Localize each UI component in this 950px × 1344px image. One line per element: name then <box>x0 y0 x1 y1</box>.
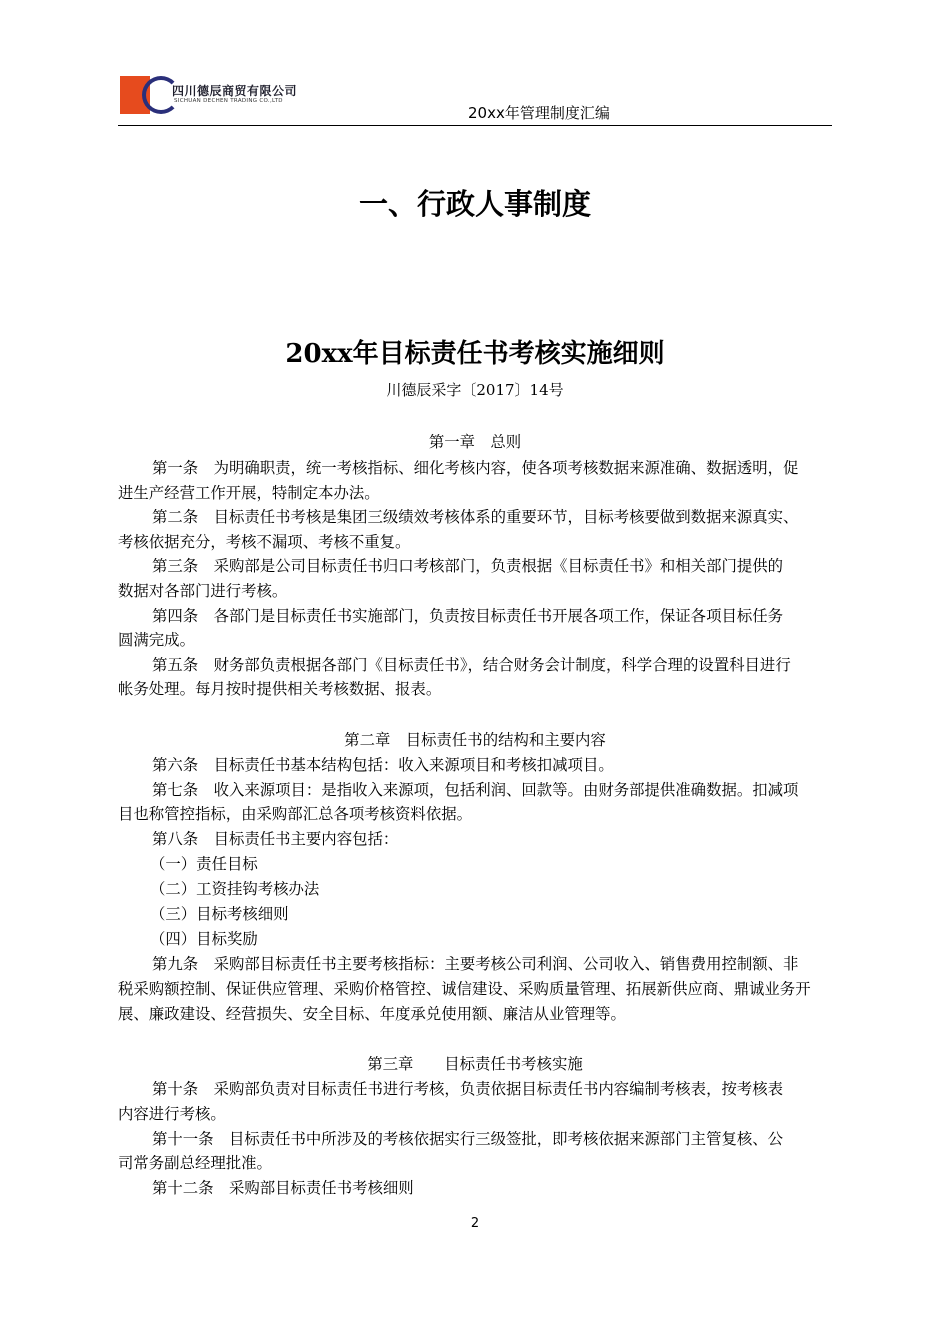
paragraph-line: 第一条 为明确职责，统一考核指标、细化考核内容，使各项考核数据来源准确、数据透明，促 <box>152 459 799 477</box>
paragraph-line: 第十一条 目标责任书中所涉及的考核依据实行三级签批，即考核依据来源部门主管复核、公 <box>152 1130 784 1148</box>
document-number: 川德辰采字〔2017〕14号 <box>386 381 564 399</box>
list-item: （三）目标考核细则 <box>150 905 289 923</box>
paragraph-line: 圆满完成。 <box>118 631 195 649</box>
paragraph-line: 第六条 目标责任书基本结构包括：收入来源项目和考核扣减项目。 <box>152 756 614 774</box>
paragraph-line: 进生产经营工作开展，特制定本办法。 <box>118 484 380 502</box>
paragraph-line: 展、廉政建设、经营损失、安全目标、年度承兑使用额、廉洁从业管理等。 <box>118 1005 626 1023</box>
logo-company-name-en: SICHUAN DECHEN TRADING CO.,LTD <box>174 98 283 104</box>
section-title: 一、行政人事制度 <box>358 187 591 221</box>
paragraph-line: 第十二条 采购部目标责任书考核细则 <box>152 1179 414 1197</box>
paragraph-line: 数据对各部门进行考核。 <box>118 582 288 600</box>
paragraph-line: 第三条 采购部是公司目标责任书归口考核部门，负责根据《目标责任书》和相关部门提供的 <box>152 557 784 575</box>
document-title: 20xx年目标责任书考核实施细则 <box>285 339 665 369</box>
paragraph-line: 第二条 目标责任书考核是集团三级绩效考核体系的重要环节，目标考核要做到数据来源真实、 <box>152 508 799 526</box>
paragraph-line: 目也称管控指标，由采购部汇总各项考核资料依据。 <box>118 805 472 823</box>
chapter-heading: 第三章 目标责任书考核实施 <box>367 1055 583 1073</box>
paragraph-line: 第四条 各部门是目标责任书实施部门，负责按目标责任书开展各项工作，保证各项目标任务 <box>152 607 784 625</box>
paragraph-line: 税采购额控制、保证供应管理、采购价格管控、诚信建设、采购质量管理、拓展新供应商、鼎诚业务开 <box>118 980 811 998</box>
logo-company-name: 四川德辰商贸有限公司 <box>172 84 298 98</box>
paragraph-line: 考核依据充分，考核不漏项、考核不重复。 <box>118 533 411 551</box>
paragraph-line: 第九条 采购部目标责任书主要考核指标：主要考核公司利润、公司收入、销售费用控制额、非 <box>152 955 799 973</box>
chapter-heading: 第二章 目标责任书的结构和主要内容 <box>344 731 606 749</box>
header-divider <box>118 125 832 126</box>
page-number: 2 <box>470 1216 480 1231</box>
chapter-heading: 第一章 总则 <box>428 433 522 451</box>
paragraph-line: 内容进行考核。 <box>118 1105 226 1123</box>
paragraph-line: 司常务副总经理批准。 <box>118 1154 272 1172</box>
paragraph-line: 第五条 财务部负责根据各部门《目标责任书》，结合财务会计制度，科学合理的设置科目进行 <box>152 656 791 674</box>
paragraph-line: 第十条 采购部负责对目标责任书进行考核，负责依据目标责任书内容编制考核表，按考核表 <box>152 1080 784 1098</box>
paragraph-line: 第八条 目标责任书主要内容包括： <box>152 830 399 848</box>
paragraph-line: 第七条 收入来源项目：是指收入来源项，包括利润、回款等。由财务部提供准确数据。扣减项 <box>152 781 799 799</box>
company-logo <box>120 76 320 116</box>
header-collection-title: 20xx年管理制度汇编 <box>468 104 610 122</box>
list-item: （一）责任目标 <box>150 855 258 873</box>
list-item: （二）工资挂钩考核办法 <box>150 880 320 898</box>
paragraph-line: 帐务处理。每月按时提供相关考核数据、报表。 <box>118 680 442 698</box>
list-item: （四）目标奖励 <box>150 930 258 948</box>
